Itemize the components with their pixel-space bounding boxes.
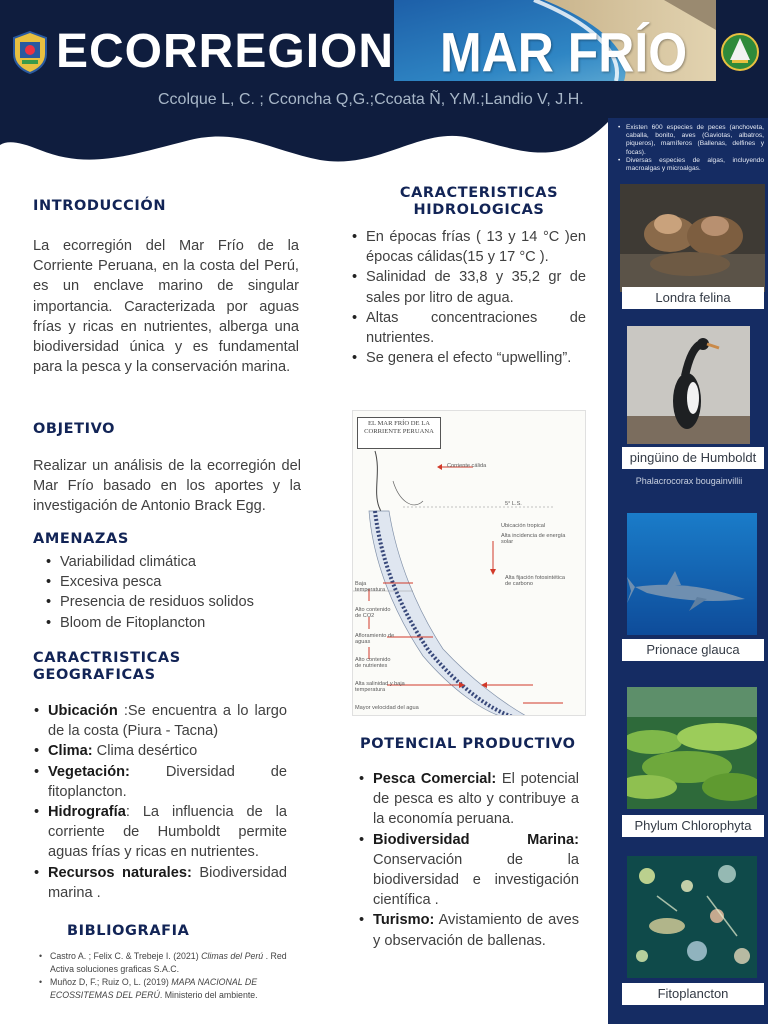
algae-photo	[627, 687, 757, 809]
objetivo-text: Realizar un análisis de la ecorregión del Mar Frío basado en los aportes y la investigación de Antonio Brack Egg.	[33, 458, 301, 515]
map-label: 5° L.S.	[505, 501, 522, 507]
map-label: Alta incidencia de energía solar	[501, 533, 566, 546]
map-label: Alta fijación fotosintética de carbono	[505, 575, 566, 588]
hidrologica-item: • Salinidad de 33,8 y 35,2 gr de sales por litro de agua.	[352, 267, 586, 307]
map-label: Baja temperatura	[355, 581, 386, 594]
photo-caption-londra: Londra felina	[622, 287, 764, 309]
geograficas-heading	[33, 650, 181, 684]
bibliography-item: • Castro A. ; Felix C. & Trebeje I. (2021) Climas del Perú . Red Activa soluciones graficas S.A.C.	[36, 950, 300, 975]
amenaza-item: • Bloom de Fitoplancton	[46, 613, 296, 633]
hidrologicas-heading	[352, 185, 606, 219]
amenaza-item: • Presencia de residuos solidos	[46, 592, 296, 612]
photo-caption-pinguino: pingüino de Humboldt	[622, 447, 764, 469]
amenazas-heading: AMENAZAS	[33, 531, 129, 547]
bibliografia-heading: BIBLIOGRAFIA	[67, 923, 190, 939]
university-shield-icon	[10, 30, 50, 74]
authors-line: Ccolque L, C. ; Cconcha Q,G.;Ccoata Ñ, Y.M.;Landio V, J.H.	[158, 91, 584, 108]
species-notes	[616, 124, 764, 173]
potencial-item: • Pesca Comercial: El potencial de pesca es alto y contribuye a la economía peruana.	[359, 769, 579, 830]
otter-photo	[620, 184, 765, 292]
plankton-photo	[627, 856, 757, 978]
geografica-item: • Vegetación: Diversidad de fitoplancton.	[34, 762, 287, 802]
geografica-item: • Ubicación :Se encuentra a lo largo de la costa (Piura - Tacna)	[34, 701, 287, 741]
bibliography-list	[36, 950, 300, 1002]
geograficas-heading-line2: GEOGRAFICAS	[33, 667, 156, 683]
geografica-item: • Recursos naturales: Biodiversidad marina .	[34, 863, 287, 903]
hidrologica-item: • Se genera el efecto “upwelling”.	[352, 348, 586, 368]
geograficas-list	[34, 701, 287, 903]
map-label: Ubicación tropical	[501, 523, 546, 529]
hidrologica-item: • En épocas frías ( 13 y 14 °C )en épocas cálidas(15 y 17 °C ).	[352, 227, 586, 267]
species-note: • Existen 600 especies de peces (anchoveta, caballa, bonito, aves (Gaviotas, albatros, piqueros), mamíferos (Ballenas, delfines y focas).	[616, 124, 764, 157]
bibliography-item: • Muñoz D, F.; Ruiz O, L. (2019) MAPA NACIONAL DE ECOSSITEMAS DEL PERÚ. Ministerio del ambiente.	[36, 976, 300, 1001]
hidrologicas-heading-line1: CARACTERISTICAS	[399, 185, 559, 201]
map-label: Alto contenido de CO2	[355, 607, 391, 620]
potencial-heading: POTENCIAL PRODUCTIVO	[360, 736, 576, 752]
objetivo-heading: OBJETIVO	[33, 421, 116, 437]
map-label: Mayor velocidad del agua	[355, 705, 419, 711]
geografica-item: • Clima: Clima desértico	[34, 741, 287, 761]
title-mar-frio: MAR FRÍO	[440, 21, 688, 84]
map-label: Corriente cálida	[447, 463, 487, 469]
title-ecorregion: ECORREGION	[56, 25, 395, 78]
potencial-item: • Biodiversidad Marina: Conservación de la biodiversidad e investigación científica .	[359, 830, 579, 911]
photo-caption-prionace: Prionace glauca	[622, 639, 764, 661]
photo-caption-chlorophyta: Phylum Chlorophyta	[622, 815, 764, 837]
introduccion-heading: INTRODUCCIÓN	[33, 198, 167, 214]
introduccion-text: La ecorregión del Mar Frío de la Corriente Peruana, en la costa del Perú, es un enclave marino de singular importancia. Caracterizada por aguas frías y ricas en nutrientes, alberga una biodiversidad única y es fundamental para la pesca y la conservación marina.	[33, 238, 299, 376]
potencial-item: • Turismo: Avistamiento de aves y observación de ballenas.	[359, 910, 579, 950]
map-label: Alto contenido de nutrientes	[355, 657, 391, 670]
mar-frio-map	[352, 410, 586, 716]
scientific-name: Phalacrocorax bougainvillii	[635, 476, 743, 486]
map-title: EL MAR FRÍO DE LA CORRIENTE PERUANA	[357, 417, 441, 449]
hidrologica-item: • Altas concentraciones de nutrientes.	[352, 308, 586, 348]
potencial-list	[359, 769, 579, 951]
amenaza-item: • Excesiva pesca	[46, 572, 296, 592]
map-label: Alta salinidad y baja temperatura	[355, 681, 405, 694]
geografica-item: • Hidrografía: La influencia de la corriente de Humboldt permite aguas frías y ricas en nutrientes.	[34, 802, 287, 863]
cormorant-photo	[627, 326, 750, 444]
species-note: • Diversas especies de algas, incluyendo macroalgas y microalgas.	[616, 157, 764, 173]
amenazas-list	[46, 552, 296, 633]
faculty-seal-icon	[720, 30, 760, 74]
amenaza-item: • Variabilidad climática	[46, 552, 296, 572]
hidrologicas-heading-line2: HIDROLOGICAS	[413, 202, 545, 218]
photo-caption-fitoplancton: Fitoplancton	[622, 983, 764, 1005]
map-label: Afloramiento de aguas	[355, 633, 395, 646]
hidrologicas-list	[352, 227, 586, 368]
shark-photo	[627, 513, 757, 635]
geograficas-heading-line1: CARACTRISTICAS	[33, 650, 181, 666]
